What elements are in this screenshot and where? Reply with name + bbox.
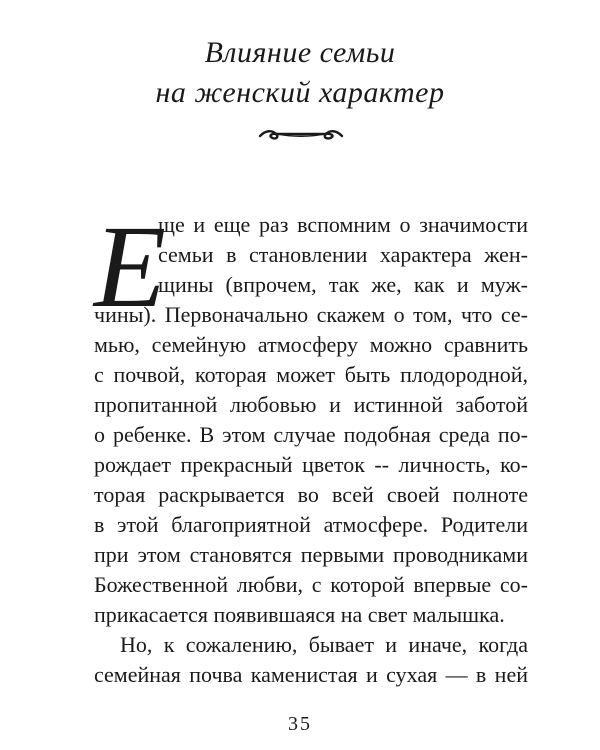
body-line: торая раскрывается во всей своей полноте	[94, 482, 528, 507]
chapter-title-line-2: на женский характер	[155, 76, 445, 109]
drop-cap-letter: Е	[94, 201, 167, 332]
body-line: рождает прекрасный цветок -- личность, ко-	[94, 452, 528, 477]
body-line: щины (впрочем, так же, как и муж-	[158, 272, 528, 297]
body-line: Божественной любви, с которой впервые со-	[94, 572, 528, 597]
body-line: мью, семейную атмосферу можно сравнить	[94, 332, 528, 357]
body-line: пропитанной любовью и истинной заботой	[94, 392, 528, 417]
body-line: семейная почва каменистая и сухая — в ней	[94, 662, 528, 687]
body-line: чины). Первоначально скажем о том, что се-	[94, 302, 528, 327]
body-line: семьи в становлении характера жен-	[158, 242, 528, 267]
swash-ornament-icon	[256, 122, 346, 146]
body-line: прикасается появившаяся на свет малышка.	[94, 602, 505, 627]
body-line: в этой благоприятной атмосфере. Родители	[94, 512, 528, 537]
body-line: с почвой, которая может быть плодородной,	[94, 362, 528, 387]
body-line: о ребенке. В этом случае подобная среда по-	[94, 422, 528, 447]
body-line: при этом становятся первыми проводниками	[94, 542, 528, 567]
body-line: ще и еще раз вспомним о значимости	[158, 212, 528, 237]
chapter-title-line-1: Влияние семьи	[204, 36, 396, 69]
page-number: 35	[288, 713, 312, 735]
body-line-paragraph-start: Но, к сожалению, бывает и иначе, когда	[120, 632, 528, 657]
